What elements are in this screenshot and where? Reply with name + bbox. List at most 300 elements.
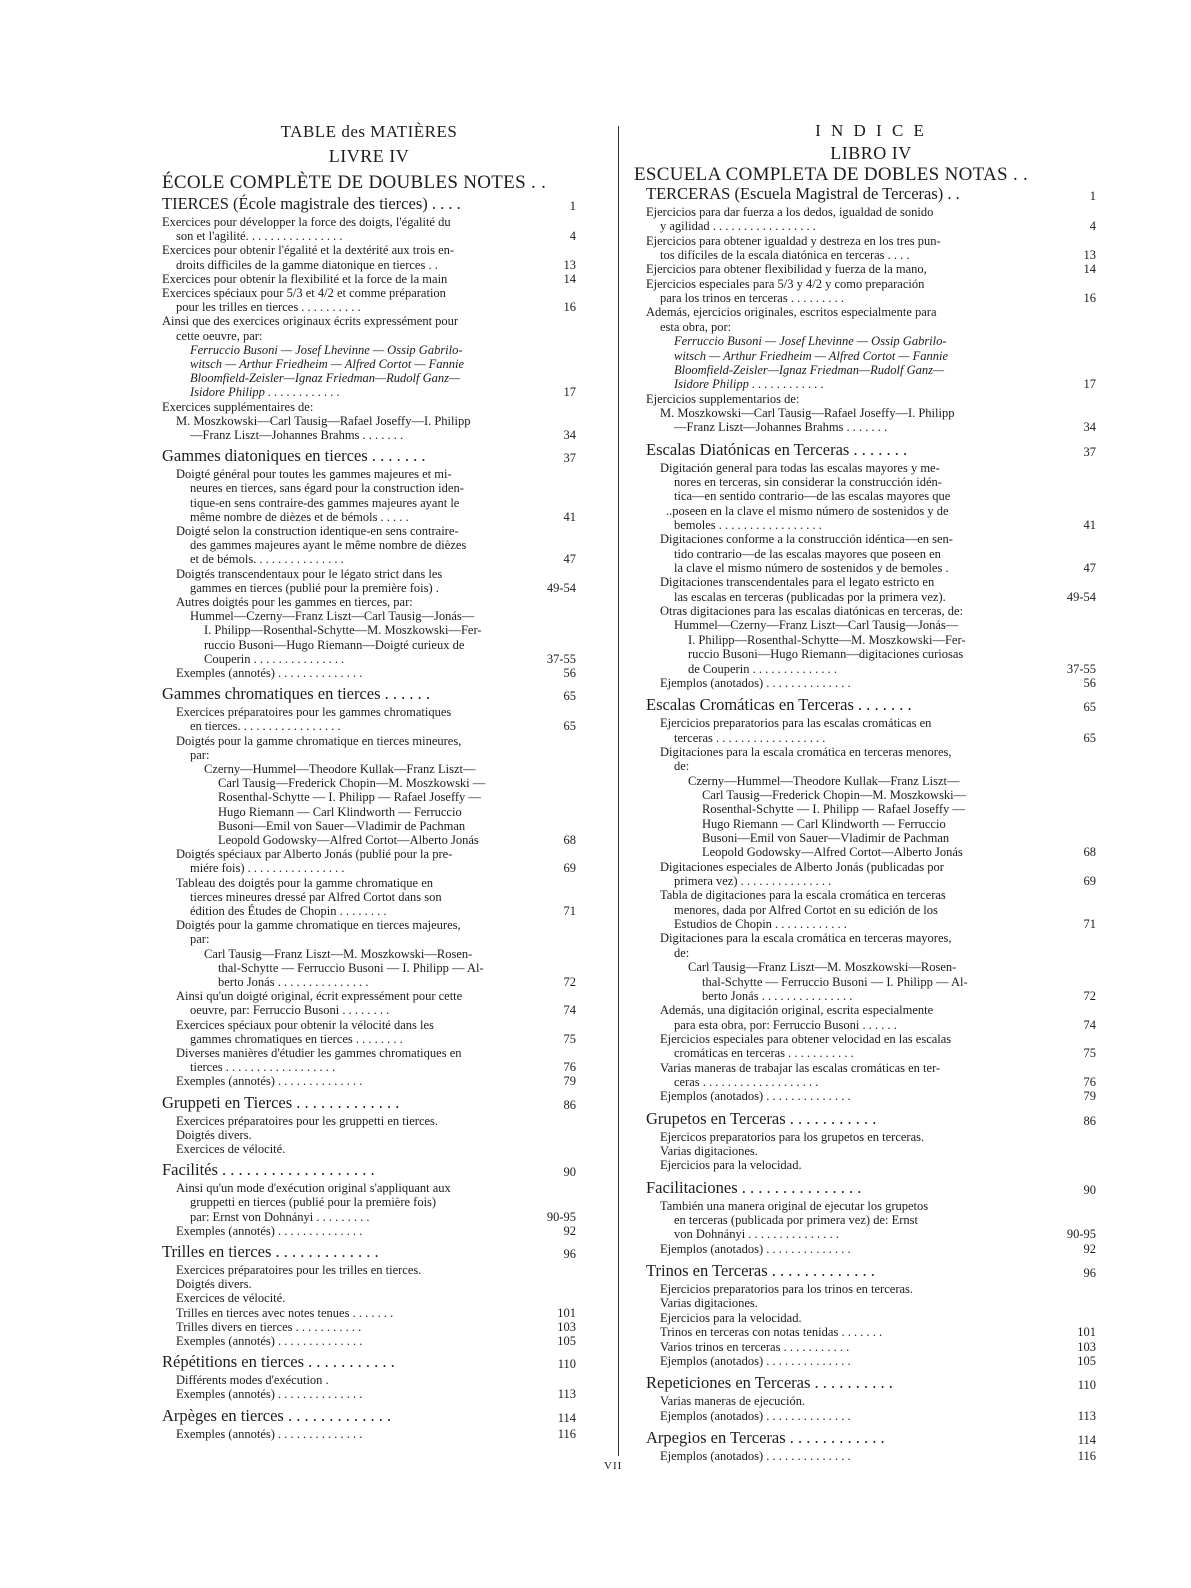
toc-entry-line	[646, 831, 1096, 845]
toc-entry-line	[646, 363, 1096, 377]
toc-entry-line	[162, 581, 576, 595]
toc-entry-line	[646, 1003, 1096, 1017]
entry-text: Ferruccio Busoni — Josef Lhevinne — Ossip Gabrilo-	[190, 342, 463, 357]
toc-entry-line	[162, 734, 576, 748]
section-heading	[162, 194, 576, 214]
toc-entry-line	[162, 790, 576, 804]
entry-text: des gammes majeures ayant le même nombre de dièzes	[190, 538, 467, 553]
entry-text: las escalas en terceras (publicadas por la primera vez).	[674, 589, 946, 604]
toc-entry-line	[646, 575, 1096, 589]
section-heading	[162, 1406, 576, 1426]
entry-text: Hummel—Czerny—Franz Liszt—Carl Tausig—Jonás—	[674, 618, 959, 633]
section-heading	[162, 446, 576, 466]
entry-text: Digitaciones especiales de Alberto Jonás (publicadas por	[660, 859, 944, 874]
entry-text: Hugo Riemann — Carl Klindworth — Ferruccio	[702, 816, 946, 831]
toc-entry-line	[646, 731, 1096, 745]
toc-entry-line	[646, 1242, 1096, 1256]
entry-page-number: 4	[567, 229, 576, 243]
toc-entry-line	[646, 716, 1096, 730]
section-heading	[162, 684, 576, 704]
toc-entry-line	[162, 623, 576, 637]
entry-text: Ainsi qu'un doigté original, écrit expressément pour cette	[176, 989, 463, 1004]
section-heading	[646, 1373, 1096, 1393]
entry-text: tique-en sens contraire-des gammes majeures ayant le	[190, 495, 460, 510]
section-page-number: 90	[561, 1162, 577, 1180]
section-page-number: 96	[561, 1244, 577, 1262]
entry-page-number: 49-54	[1064, 590, 1096, 604]
entry-text: von Dohnányi . . . . . . . . . . . . . . .	[674, 1227, 839, 1242]
section-title: Facilitaciones . . . . . . . . . . . . . . .	[646, 1177, 862, 1197]
section-page-number: 86	[561, 1095, 577, 1113]
section-heading	[646, 440, 1096, 460]
entry-page-number: 68	[1081, 845, 1097, 859]
toc-entry-line	[646, 759, 1096, 773]
toc-entry-line	[162, 481, 576, 495]
entry-page-number: 113	[1075, 1409, 1096, 1423]
entry-page-number: 72	[561, 975, 577, 989]
toc-entry-line	[162, 1373, 576, 1387]
toc-entry-line	[646, 802, 1096, 816]
entry-text: oeuvre, par: Ferruccio Busoni . . . . . . . .	[190, 1003, 390, 1018]
section-heading	[646, 1261, 1096, 1281]
entry-text: thal-Schytte — Ferruccio Busoni — I. Philipp — Al-	[218, 960, 484, 975]
entry-text: Diverses manières d'étudier les gammes chromatiques en	[176, 1046, 462, 1060]
toc-entry-line	[162, 1210, 576, 1224]
entry-text: menores, dada por Alfred Cortot en su edición de los	[674, 902, 938, 917]
toc-entry-line	[646, 561, 1096, 575]
toc-entry-line	[646, 1354, 1096, 1368]
toc-entry-line	[162, 762, 576, 776]
toc-entry-line	[646, 475, 1096, 489]
toc-entry-line	[646, 1158, 1096, 1172]
toc-entry-line	[646, 1325, 1096, 1339]
entry-text: Ejemplos (anotados) . . . . . . . . . . . . . .	[660, 675, 851, 690]
section-title: Gammes diatoniques en tierces . . . . . . .	[162, 446, 426, 466]
entry-text: Ejercicios especiales para obtener velocidad en las escalas	[660, 1031, 952, 1046]
entry-text: Varios trinos en terceras . . . . . . . . . . .	[660, 1339, 850, 1354]
entry-text: Ejemplos (anotados) . . . . . . . . . . . . . .	[660, 1408, 851, 1423]
toc-entry-line	[646, 1394, 1096, 1408]
book-title: LIBRO IV	[830, 143, 912, 163]
entry-text: Ejemplos (anotados) . . . . . . . . . . . . . .	[660, 1241, 851, 1256]
toc-entry-line	[162, 272, 576, 286]
toc-entry-line	[646, 320, 1096, 334]
entry-text: Ainsi qu'un mode d'exécution original s'appliquant aux	[176, 1181, 451, 1196]
toc-entry-line	[646, 1199, 1096, 1213]
entry-text: Ejercicos preparatorios para los grupetos en terceras.	[660, 1129, 925, 1144]
toc-entry-line	[646, 604, 1096, 618]
entry-text: la clave el mismo número de sostenidos y de bemoles .	[674, 561, 949, 576]
toc-entry-line	[646, 219, 1096, 233]
toc-entry-line	[162, 1334, 576, 1348]
toc-entry-line	[162, 652, 576, 666]
entry-page-number: 113	[555, 1387, 576, 1401]
entry-text: Trilles en tierces avec notes tenues . . . . . . .	[176, 1305, 394, 1320]
toc-entry-line	[162, 609, 576, 623]
entry-text: esta obra, por:	[660, 319, 732, 334]
entry-text: primera vez) . . . . . . . . . . . . . . .	[674, 874, 832, 889]
toc-entry-line	[162, 567, 576, 581]
section-title: TIERCES (École magistrale des tierces) . . . .	[162, 194, 461, 213]
toc-entry-line	[646, 392, 1096, 406]
entry-text: Tabla de digitaciones para la escala cromática en terceras	[660, 888, 946, 903]
toc-entry-line	[646, 420, 1096, 434]
entry-text: ceras . . . . . . . . . . . . . . . . . . .	[674, 1074, 819, 1089]
toc-entry-line	[162, 371, 576, 385]
toc-entry-line	[162, 1277, 576, 1291]
entry-text: Además, ejercicios originales, escritos especialmente para	[646, 305, 937, 320]
entry-text: Ferruccio Busoni — Josef Lhevinne — Ossip Gabrilo-	[674, 334, 947, 349]
section-heading	[162, 1352, 576, 1372]
entry-text: Exercices pour développer la force des doigts, l'égalité du	[162, 215, 451, 229]
column-divider	[618, 126, 619, 1456]
toc-entry-line	[162, 595, 576, 609]
toc-entry-line	[646, 305, 1096, 319]
entry-text: tido contrario—de las escalas mayores que poseen en	[674, 546, 941, 561]
toc-entry-line	[646, 989, 1096, 1003]
toc-entry-line	[646, 1282, 1096, 1296]
section-page-number: 90	[1081, 1180, 1097, 1198]
entry-text: de Couperin . . . . . . . . . . . . . .	[688, 661, 837, 676]
toc-entry-line	[646, 817, 1096, 831]
toc-entry-line	[646, 489, 1096, 503]
entry-text: tierces mineures dressé par Alfred Cortot dans son	[190, 889, 442, 904]
section-title: Gruppeti en Tierces . . . . . . . . . . . . .	[162, 1092, 400, 1112]
toc-entry-line	[162, 932, 576, 946]
entry-text: et de bémols. . . . . . . . . . . . . . .	[190, 552, 344, 567]
toc-entry-line	[162, 286, 576, 300]
toc-entry-line	[646, 1130, 1096, 1144]
entry-page-number: 105	[1074, 1354, 1096, 1368]
toc-entry-line	[162, 400, 576, 414]
entry-page-number: 56	[1081, 676, 1097, 690]
entry-text: Doigtés divers.	[176, 1277, 252, 1292]
toc-entry-line	[646, 1311, 1096, 1325]
entry-text: son et l'agilité. . . . . . . . . . . . . . . .	[176, 229, 343, 244]
entry-text: neures en tierces, sans égard pour la construction iden-	[190, 481, 464, 496]
entry-text: Carl Tausig—Frederick Chopin—M. Moszkowski —	[218, 776, 486, 791]
section-heading	[162, 1160, 576, 1180]
entry-page-number: 74	[561, 1003, 577, 1017]
toc-entry-line	[646, 860, 1096, 874]
entry-page-number: 41	[1081, 518, 1097, 532]
toc-entry-line	[162, 1291, 576, 1305]
entry-text: en terceras (publicada por primera vez) de: Ernst	[674, 1213, 918, 1228]
toc-entry-line	[646, 903, 1096, 917]
entry-page-number: 34	[1081, 420, 1097, 434]
entry-text: witsch — Arthur Friedheim — Alfred Cortot — Fannie	[674, 348, 949, 363]
toc-entry-line	[162, 428, 576, 442]
entry-page-number: 4	[1087, 219, 1096, 233]
entry-text: Exercices de vélocité.	[176, 1291, 286, 1306]
toc-entry-line	[646, 917, 1096, 931]
toc-entry-line	[162, 776, 576, 790]
entry-text: Exercices supplémentaires de:	[162, 399, 314, 414]
section-heading	[646, 695, 1096, 715]
entry-text: Exercices pour obtenir l'égalité et la dextérité aux trois en-	[162, 243, 455, 258]
entry-text: Couperin . . . . . . . . . . . . . . .	[204, 651, 345, 666]
entry-text: Doigtés divers.	[176, 1127, 252, 1142]
entry-text: Exemples (annotés) . . . . . . . . . . . . . .	[176, 1223, 363, 1238]
entry-text: Tableau des doigtés pour la gamme chromatique en	[176, 875, 434, 890]
entry-page-number: 14	[561, 272, 577, 286]
toc-entry-line	[646, 931, 1096, 945]
entry-text: Carl Tausig—Franz Liszt—M. Moszkowski—Rosen-	[688, 960, 957, 975]
toc-entry-line	[162, 258, 576, 272]
entry-page-number: 41	[561, 510, 577, 524]
section-page-number: 110	[555, 1354, 576, 1372]
toc-entry-line	[162, 819, 576, 833]
toc-entry-line	[646, 1449, 1096, 1463]
entry-text: Exemples (annotés) . . . . . . . . . . . . . .	[176, 1426, 363, 1441]
entry-text: par:	[190, 747, 210, 762]
entry-text: édition des Études de Chopin . . . . . . . .	[190, 904, 387, 918]
entry-text: de:	[674, 759, 690, 774]
entry-page-number: 103	[554, 1320, 576, 1334]
toc-entry-line	[162, 947, 576, 961]
section-title: Arpèges en tierces . . . . . . . . . . . . .	[162, 1405, 392, 1425]
toc-entry-line	[162, 1046, 576, 1060]
entry-page-number: 49-54	[544, 581, 576, 595]
entry-text: Exercices pour obtenir la flexibilité et la force de la main	[162, 271, 448, 286]
toc-entry-line	[162, 1128, 576, 1142]
section-title: Repeticiones en Terceras . . . . . . . . . .	[646, 1373, 893, 1393]
entry-page-number: 103	[1074, 1340, 1096, 1354]
entry-page-number: 69	[561, 861, 577, 875]
entry-text: Doigtés spéciaux par Alberto Jonás (publié pour la pre-	[176, 847, 453, 862]
toc-entry-line	[162, 510, 576, 524]
entry-page-number: 101	[554, 1306, 576, 1320]
entry-page-number: 92	[561, 1224, 577, 1238]
section-title: Escalas Diatónicas en Terceras . . . . . . .	[646, 439, 908, 459]
section-title: Gammes chromatiques en tierces . . . . . .	[162, 684, 431, 704]
entry-page-number: 71	[561, 904, 577, 918]
toc-entry-line	[162, 904, 576, 918]
toc-entry-line	[646, 504, 1096, 518]
toc-entry-line	[162, 876, 576, 890]
toc-entry-line	[646, 1144, 1096, 1158]
section-title: TERCERAS (Escuela Magistral de Terceras) . .	[646, 184, 960, 203]
toc-entry-line	[162, 1263, 576, 1277]
toc-entry-line	[162, 833, 576, 847]
toc-entry-line	[646, 291, 1096, 305]
toc-entry-line	[646, 262, 1096, 276]
entry-text: Estudios de Chopin . . . . . . . . . . . .	[674, 917, 847, 932]
toc-entry-line	[162, 1195, 576, 1209]
toc-entry-line	[646, 377, 1096, 391]
toc-entry-line	[162, 1224, 576, 1238]
toc-entry-line	[646, 205, 1096, 219]
entry-page-number: 69	[1081, 874, 1097, 888]
toc-entry-line	[162, 343, 576, 357]
entry-text: Czerny—Hummel—Theodore Kullak—Franz Liszt—	[204, 762, 476, 776]
toc-entry-line	[162, 1142, 576, 1156]
toc-entry-line	[162, 918, 576, 932]
entry-text: y agilidad . . . . . . . . . . . . . . . . .	[660, 219, 816, 234]
toc-title: I N D I C E	[815, 121, 927, 140]
entry-text: Exemples (annotés) . . . . . . . . . . . . . .	[176, 1387, 363, 1402]
entry-text: Trinos en terceras con notas tenidas . . . . . . .	[660, 1325, 883, 1340]
entry-text: Leopold Godowsky—Alfred Cortot—Alberto Jonás	[702, 845, 963, 860]
section-page-number: 65	[1081, 697, 1097, 715]
toc-entry-line	[162, 496, 576, 510]
entry-page-number: 47	[1081, 561, 1097, 575]
entry-page-number: 105	[554, 1334, 576, 1348]
toc-entry-line	[646, 633, 1096, 647]
school-title: ESCUELA COMPLETA DE DOBLES NOTAS . .	[634, 164, 1029, 185]
toc-entry-line	[646, 334, 1096, 348]
toc-entry-line	[646, 1089, 1096, 1103]
entry-text: Exercices spéciaux pour obtenir la vélocité dans les	[176, 1017, 434, 1032]
toc-entry-line	[646, 745, 1096, 759]
section-heading	[646, 1109, 1096, 1129]
toc-title: TABLE des MATIÈRES	[280, 122, 458, 141]
entry-text: Busoni—Emil von Sauer—Vladimir de Pachman	[702, 831, 950, 845]
entry-text: Leopold Godowsky—Alfred Cortot—Alberto Jonás	[218, 833, 479, 847]
section-title: Arpegios en Terceras . . . . . . . . . . . .	[646, 1427, 885, 1447]
entry-text: bemoles . . . . . . . . . . . . . . . . .	[674, 518, 822, 532]
entry-text: Digitación general para todas las escalas mayores y me-	[660, 460, 940, 475]
entry-text: Varias maneras de ejecución.	[660, 1394, 806, 1409]
toc-entry-line	[162, 329, 576, 343]
entry-text: Bloomfield-Zeisler—Ignaz Friedman—Rudolf Ganz—	[674, 362, 945, 377]
toc-entry-line	[646, 874, 1096, 888]
entry-text: ruccio Busoni—Hugo Riemann—digitaciones curiosas	[688, 647, 964, 662]
entry-page-number: 90-95	[544, 1210, 576, 1224]
toc-entry-line	[646, 662, 1096, 676]
entry-page-number: 76	[561, 1060, 577, 1074]
toc-entry-line	[646, 1046, 1096, 1060]
toc-entry-line	[162, 975, 576, 989]
toc-entry-line	[646, 518, 1096, 532]
toc-entry-line	[646, 461, 1096, 475]
toc-entry-line	[162, 538, 576, 552]
entry-text: Ejercicios para obtener igualdad y destreza en los tres pun-	[646, 233, 941, 248]
section-page-number: 37	[1081, 442, 1097, 460]
toc-entry-line	[646, 532, 1096, 546]
entry-text: para los trinos en terceras . . . . . . . . .	[660, 291, 844, 306]
entry-text: Trilles divers en tierces . . . . . . . . . . .	[176, 1319, 362, 1334]
entry-text: thal-Schytte — Ferruccio Busoni — I. Philipp — Al-	[702, 974, 968, 989]
toc-entry-line	[646, 547, 1096, 561]
toc-entry-line	[162, 1427, 576, 1441]
entry-page-number: 76	[1081, 1075, 1097, 1089]
entry-text: terceras . . . . . . . . . . . . . . . . . .	[674, 730, 826, 745]
school-title: ÉCOLE COMPLÈTE DE DOUBLES NOTES . .	[162, 172, 547, 193]
entry-text: Bloomfield-Zeisler—Ignaz Friedman—Rudolf Ganz—	[190, 371, 461, 386]
entry-page-number: 16	[1081, 291, 1097, 305]
entry-text: —Franz Liszt—Johannes Brahms . . . . . . .	[190, 428, 404, 442]
entry-text: gammes chromatiques en tierces . . . . . . . .	[190, 1031, 403, 1046]
toc-entry-line	[162, 524, 576, 538]
entry-text: Exercices préparatoires pour les gammes chromatiques	[176, 705, 452, 720]
toc-entry-line	[646, 248, 1096, 262]
entry-page-number: 79	[561, 1074, 577, 1088]
entry-page-number: 13	[1081, 248, 1097, 262]
section-title: Grupetos en Terceras . . . . . . . . . . .	[646, 1108, 877, 1128]
toc-entry-line	[646, 1075, 1096, 1089]
section-page-number: 96	[1081, 1263, 1097, 1281]
toc-entry-line	[646, 1340, 1096, 1354]
section-title: Répétitions en tierces . . . . . . . . . . .	[162, 1352, 395, 1372]
entry-page-number: 56	[561, 666, 577, 680]
toc-entry-line	[162, 847, 576, 861]
entry-text: ruccio Busoni—Hugo Riemann—Doigté curieux de	[204, 637, 465, 652]
toc-entry-line	[162, 1074, 576, 1088]
entry-text: Ejercicios para la velocidad.	[660, 1310, 802, 1325]
toc-entry-line	[162, 1181, 576, 1195]
toc-entry-line	[162, 385, 576, 399]
entry-text: —Franz Liszt—Johannes Brahms . . . . . . .	[674, 420, 888, 435]
entry-text: Varias maneras de trabajar las escalas cromáticas en ter-	[660, 1060, 941, 1075]
entry-text: cromáticas en terceras . . . . . . . . . . .	[674, 1046, 854, 1061]
entry-text: Exemples (annotés) . . . . . . . . . . . . . .	[176, 1334, 363, 1348]
toc-entry-line	[162, 748, 576, 762]
entry-text: tierces . . . . . . . . . . . . . . . . . .	[190, 1060, 336, 1075]
entry-text: M. Moszkowski—Carl Tausig—Rafael Joseffy—I. Philipp	[660, 405, 955, 420]
entry-page-number: 79	[1081, 1089, 1097, 1103]
entry-text: Busoni—Emil von Sauer—Vladimir de Pachman	[218, 818, 466, 833]
section-page-number: 114	[1075, 1430, 1096, 1448]
entry-text: Ejercicios para obtener flexibilidad y fuerza de la mano,	[646, 262, 927, 277]
toc-entry-line	[646, 975, 1096, 989]
entry-text: en tierces. . . . . . . . . . . . . . . . .	[190, 719, 341, 734]
toc-entry-line	[162, 705, 576, 719]
section-page-number: 65	[561, 686, 577, 704]
entry-text: Autres doigtés pour les gammes en tierces, par:	[176, 595, 413, 609]
section-page-number: 114	[555, 1408, 576, 1426]
toc-entry-line	[162, 719, 576, 733]
section-title: Trinos en Terceras . . . . . . . . . . . . .	[646, 1261, 875, 1281]
book-title: LIVRE IV	[328, 146, 410, 166]
toc-entry-line	[646, 960, 1096, 974]
section-heading	[646, 1178, 1096, 1198]
entry-text: pour les trilles en tierces . . . . . . . . . .	[176, 300, 361, 315]
toc-entry-line	[646, 788, 1096, 802]
toc-entry-line	[162, 961, 576, 975]
entry-text: de:	[674, 945, 690, 960]
entry-text: Además, una digitación original, escrita especialmente	[660, 1003, 934, 1018]
entry-text: par: Ernst von Dohnányi . . . . . . . . .	[190, 1209, 370, 1224]
entry-text: même nombre de dièzes et de bémols . . . . .	[190, 509, 409, 524]
entry-text: Exercices spéciaux pour 5/3 et 4/2 et comme préparation	[162, 286, 446, 300]
page-number: VII	[604, 1460, 623, 1472]
entry-text: ..poseen en la clave el mismo número de sostenidos y de	[666, 503, 949, 518]
entry-page-number: 71	[1081, 917, 1097, 931]
entry-text: Rosenthal-Schytte — I. Philipp — Rafael Joseffy —	[702, 802, 965, 817]
toc-entry-line	[162, 300, 576, 314]
entry-text: tos difíciles de la escala diatónica en terceras . . . .	[660, 248, 910, 263]
entry-page-number: 34	[561, 428, 577, 442]
entry-text: Ejercicios preparatorios para las escalas cromáticas en	[660, 716, 932, 731]
entry-page-number: 90-95	[1064, 1227, 1096, 1241]
entry-page-number: 13	[561, 258, 577, 272]
toc-entry-line	[646, 1409, 1096, 1423]
entry-text: witsch — Arthur Friedheim — Alfred Cortot — Fannie	[190, 357, 465, 371]
entry-text: Hummel—Czerny—Franz Liszt—Carl Tausig—Jonás—	[190, 609, 475, 624]
entry-text: Varias digitaciones.	[660, 1144, 758, 1158]
toc-entry-line	[646, 946, 1096, 960]
entry-page-number: 75	[1081, 1046, 1097, 1060]
toc-entry-line	[162, 215, 576, 229]
entry-text: Doigtés pour la gamme chromatique en tierces majeures,	[176, 918, 461, 933]
section-heading	[646, 1428, 1096, 1448]
entry-text: Doigté général pour toutes les gammes majeures et mi-	[176, 467, 452, 482]
entry-text: Ejercicios especiales para 5/3 y 4/2 y como preparación	[646, 276, 925, 291]
entry-text: Exemples (annotés) . . . . . . . . . . . . . .	[176, 1074, 363, 1089]
toc-entry-line	[646, 1018, 1096, 1032]
entry-text: nores en terceras, sin considerar la construcción idén-	[674, 474, 942, 489]
